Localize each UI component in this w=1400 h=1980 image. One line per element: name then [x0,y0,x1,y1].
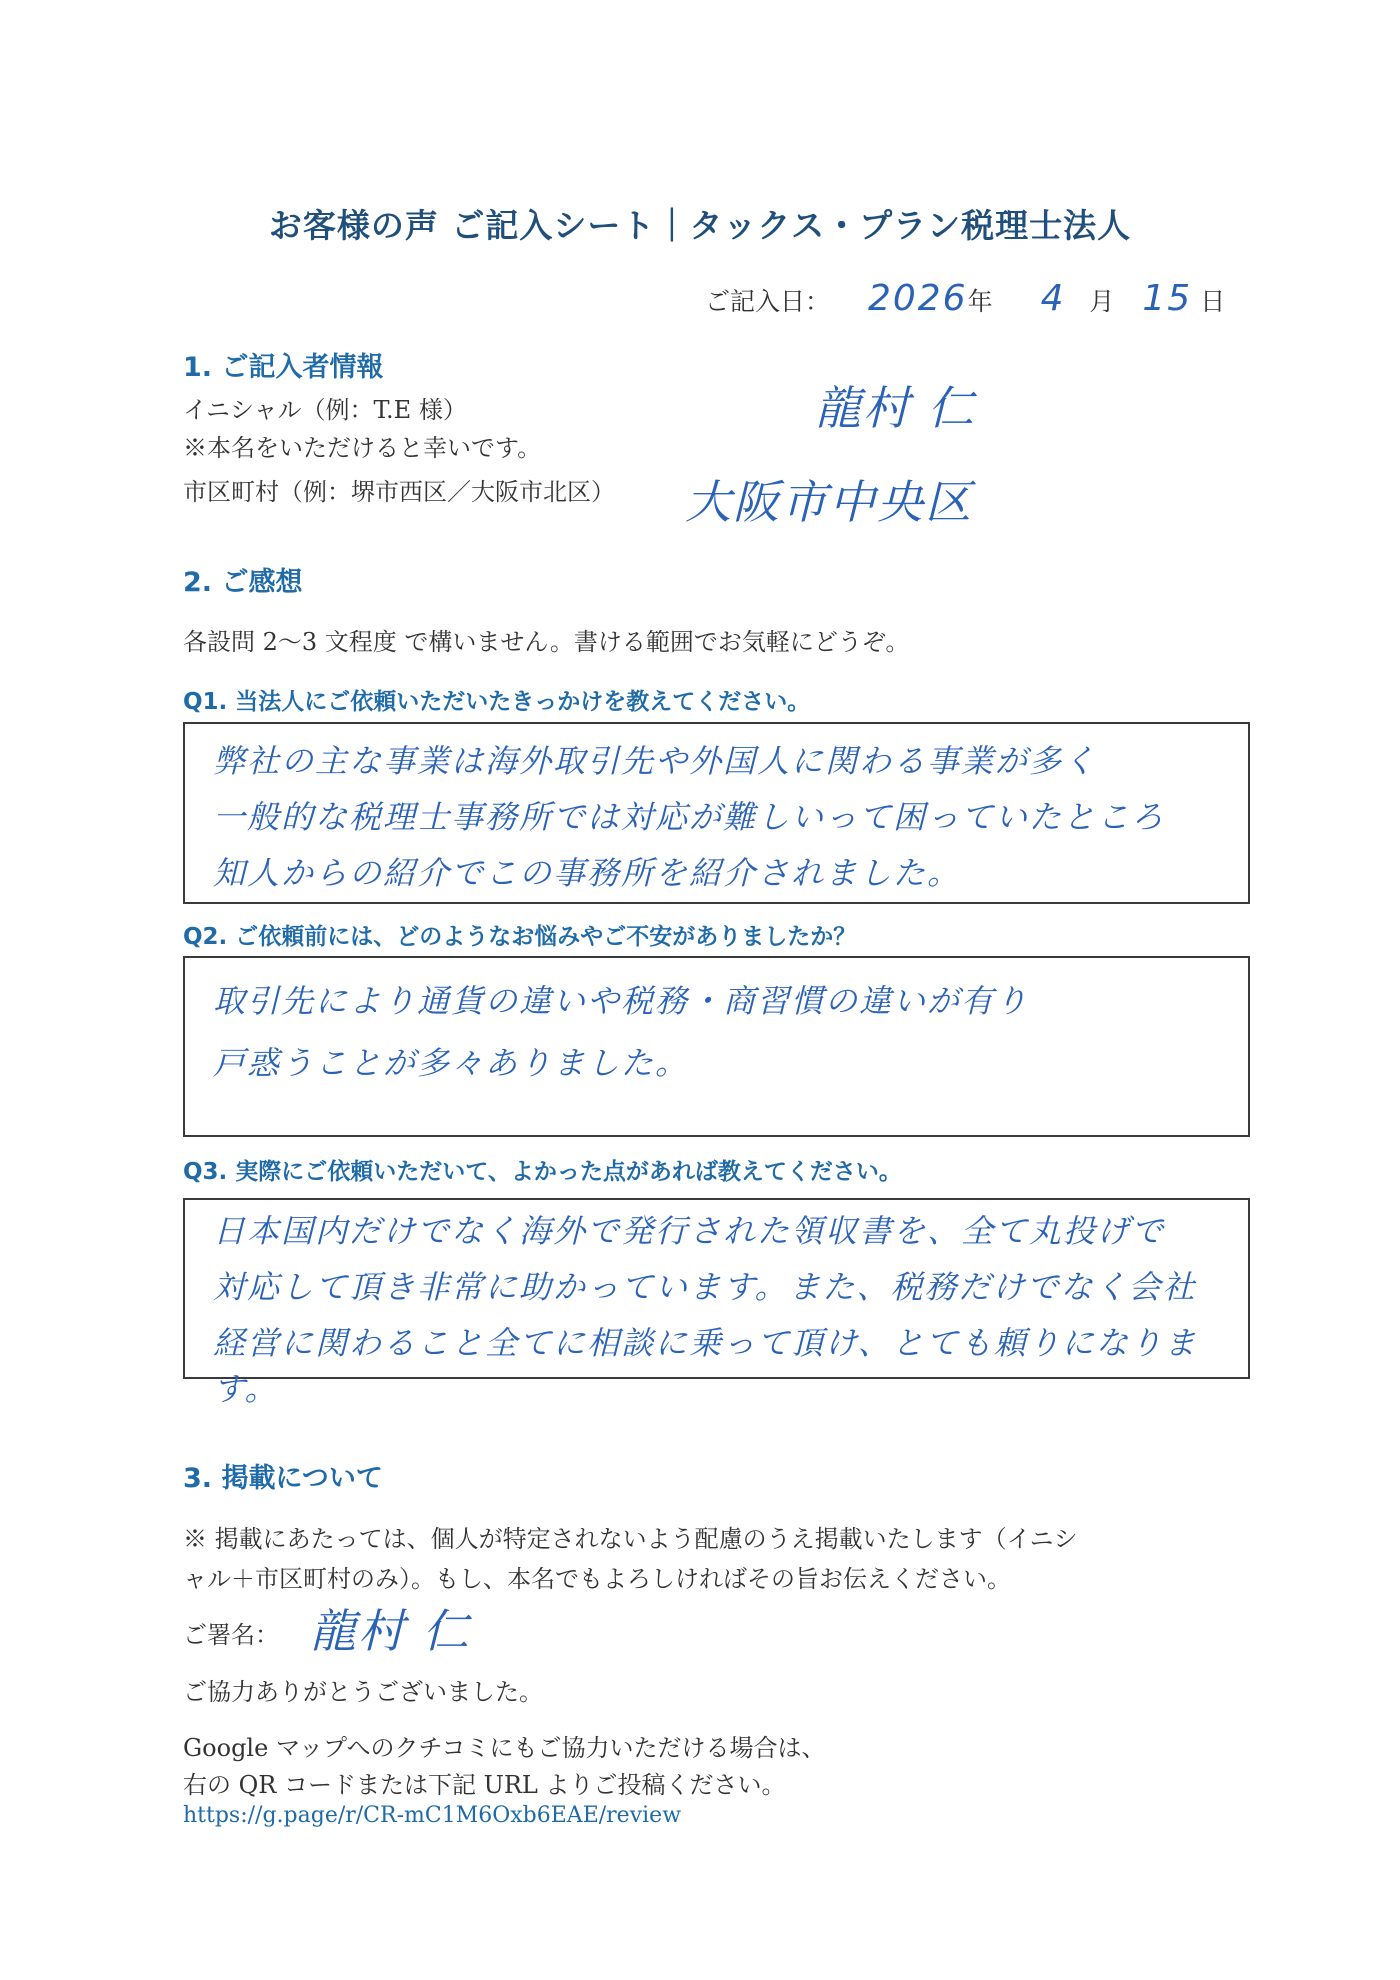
initial-note: ※本名をいただけると幸いです。 [183,434,542,462]
q1-question: Q1. 当法人にご依頼いただいたきっかけを教えてください。 [183,689,811,715]
q2-answer-line: 取引先により通貨の違いや税務・商習慣の違いが有り [213,982,1030,1020]
q3-answer-line: 対応して頂き非常に助かっています。また、税務だけでなく会社 [213,1268,1197,1306]
q1-answer-box [183,722,1250,904]
q1-answer-line: 知人からの紹介でこの事務所を紹介されました。 [213,854,962,892]
q3-answer-box [183,1198,1250,1408]
date-month-value: 4 [1040,278,1066,319]
q2-answer-line: 戸惑うことが多々ありました。 [213,1044,690,1082]
q1-answer-line: 一般的な税理士事務所では対応が難しいって困っていたところ [213,798,1166,836]
q3-answer-line: 経営に関わること全てに相談に乗って頂け、とても頼りになります。 [213,1324,1198,1408]
initial-label: イニシャル（例：T.E 様） [183,396,467,424]
q1-answer-line: 弊社の主な事業は海外取引先や外国人に関わる事業が多く [213,742,1098,780]
section3-heading: 3. 掲載について [183,1463,383,1494]
city-value: 大阪市中央区 [685,475,973,529]
q2-question: Q2. ご依頼前には、どのようなお悩みやご不安がありましたか？ [183,924,857,950]
google-review-line2: 右の QR コードまたは下記 URL よりご投稿ください。 [183,1771,786,1799]
q2-answer-box [183,956,1250,1137]
q3-question: Q3. 実際にご依頼いただいて、よかった点があれば教えてください。 [183,1159,902,1185]
initial-value: 龍村 仁 [815,381,976,435]
section2-intro: 各設問 2〜3 文程度 で構いません。書ける範囲でお気軽にどうぞ。 [183,628,910,656]
google-review-line1: Google マップへのクチコミにもご協力いただける場合は、 [183,1734,826,1762]
signature-value: 龍村 仁 [310,1604,471,1658]
city-label: 市区町村（例：堺市西区／大阪市北区） [183,478,615,506]
date-label: ご記入日： [705,287,831,316]
q3-answer-line: 日本国内だけでなく海外で発行された領収書を、全て丸投げで [213,1212,1166,1250]
entry-date [705,278,1225,319]
thanks-text: ご協力ありがとうございました。 [183,1678,543,1706]
date-year-unit: 年 [967,287,993,316]
publication-note-line2: ャル＋市区町村のみ）。もし、本名でもよろしければその旨お伝えください。 [183,1565,1011,1593]
publication-note-line1: ※ 掲載にあたっては、個人が特定されないよう配慮のうえ掲載いたします（イニシ [183,1525,1078,1553]
signature-label: ご署名： [183,1621,279,1649]
date-day-value: 15 [1142,278,1193,319]
date-month-unit: 月 [1089,287,1115,316]
page-title: お客様の声 ご記入シート｜タックス・プラン税理士法人 [268,206,1132,245]
section1-heading: 1. ご記入者情報 [183,352,384,383]
section2-heading: 2. ご感想 [183,567,303,598]
review-url-link[interactable]: https://g.page/r/CR-mC1M6Oxb6EAE/review [183,1803,682,1828]
date-day-unit: 日 [1200,287,1226,316]
date-year-value: 2026 [867,278,968,319]
